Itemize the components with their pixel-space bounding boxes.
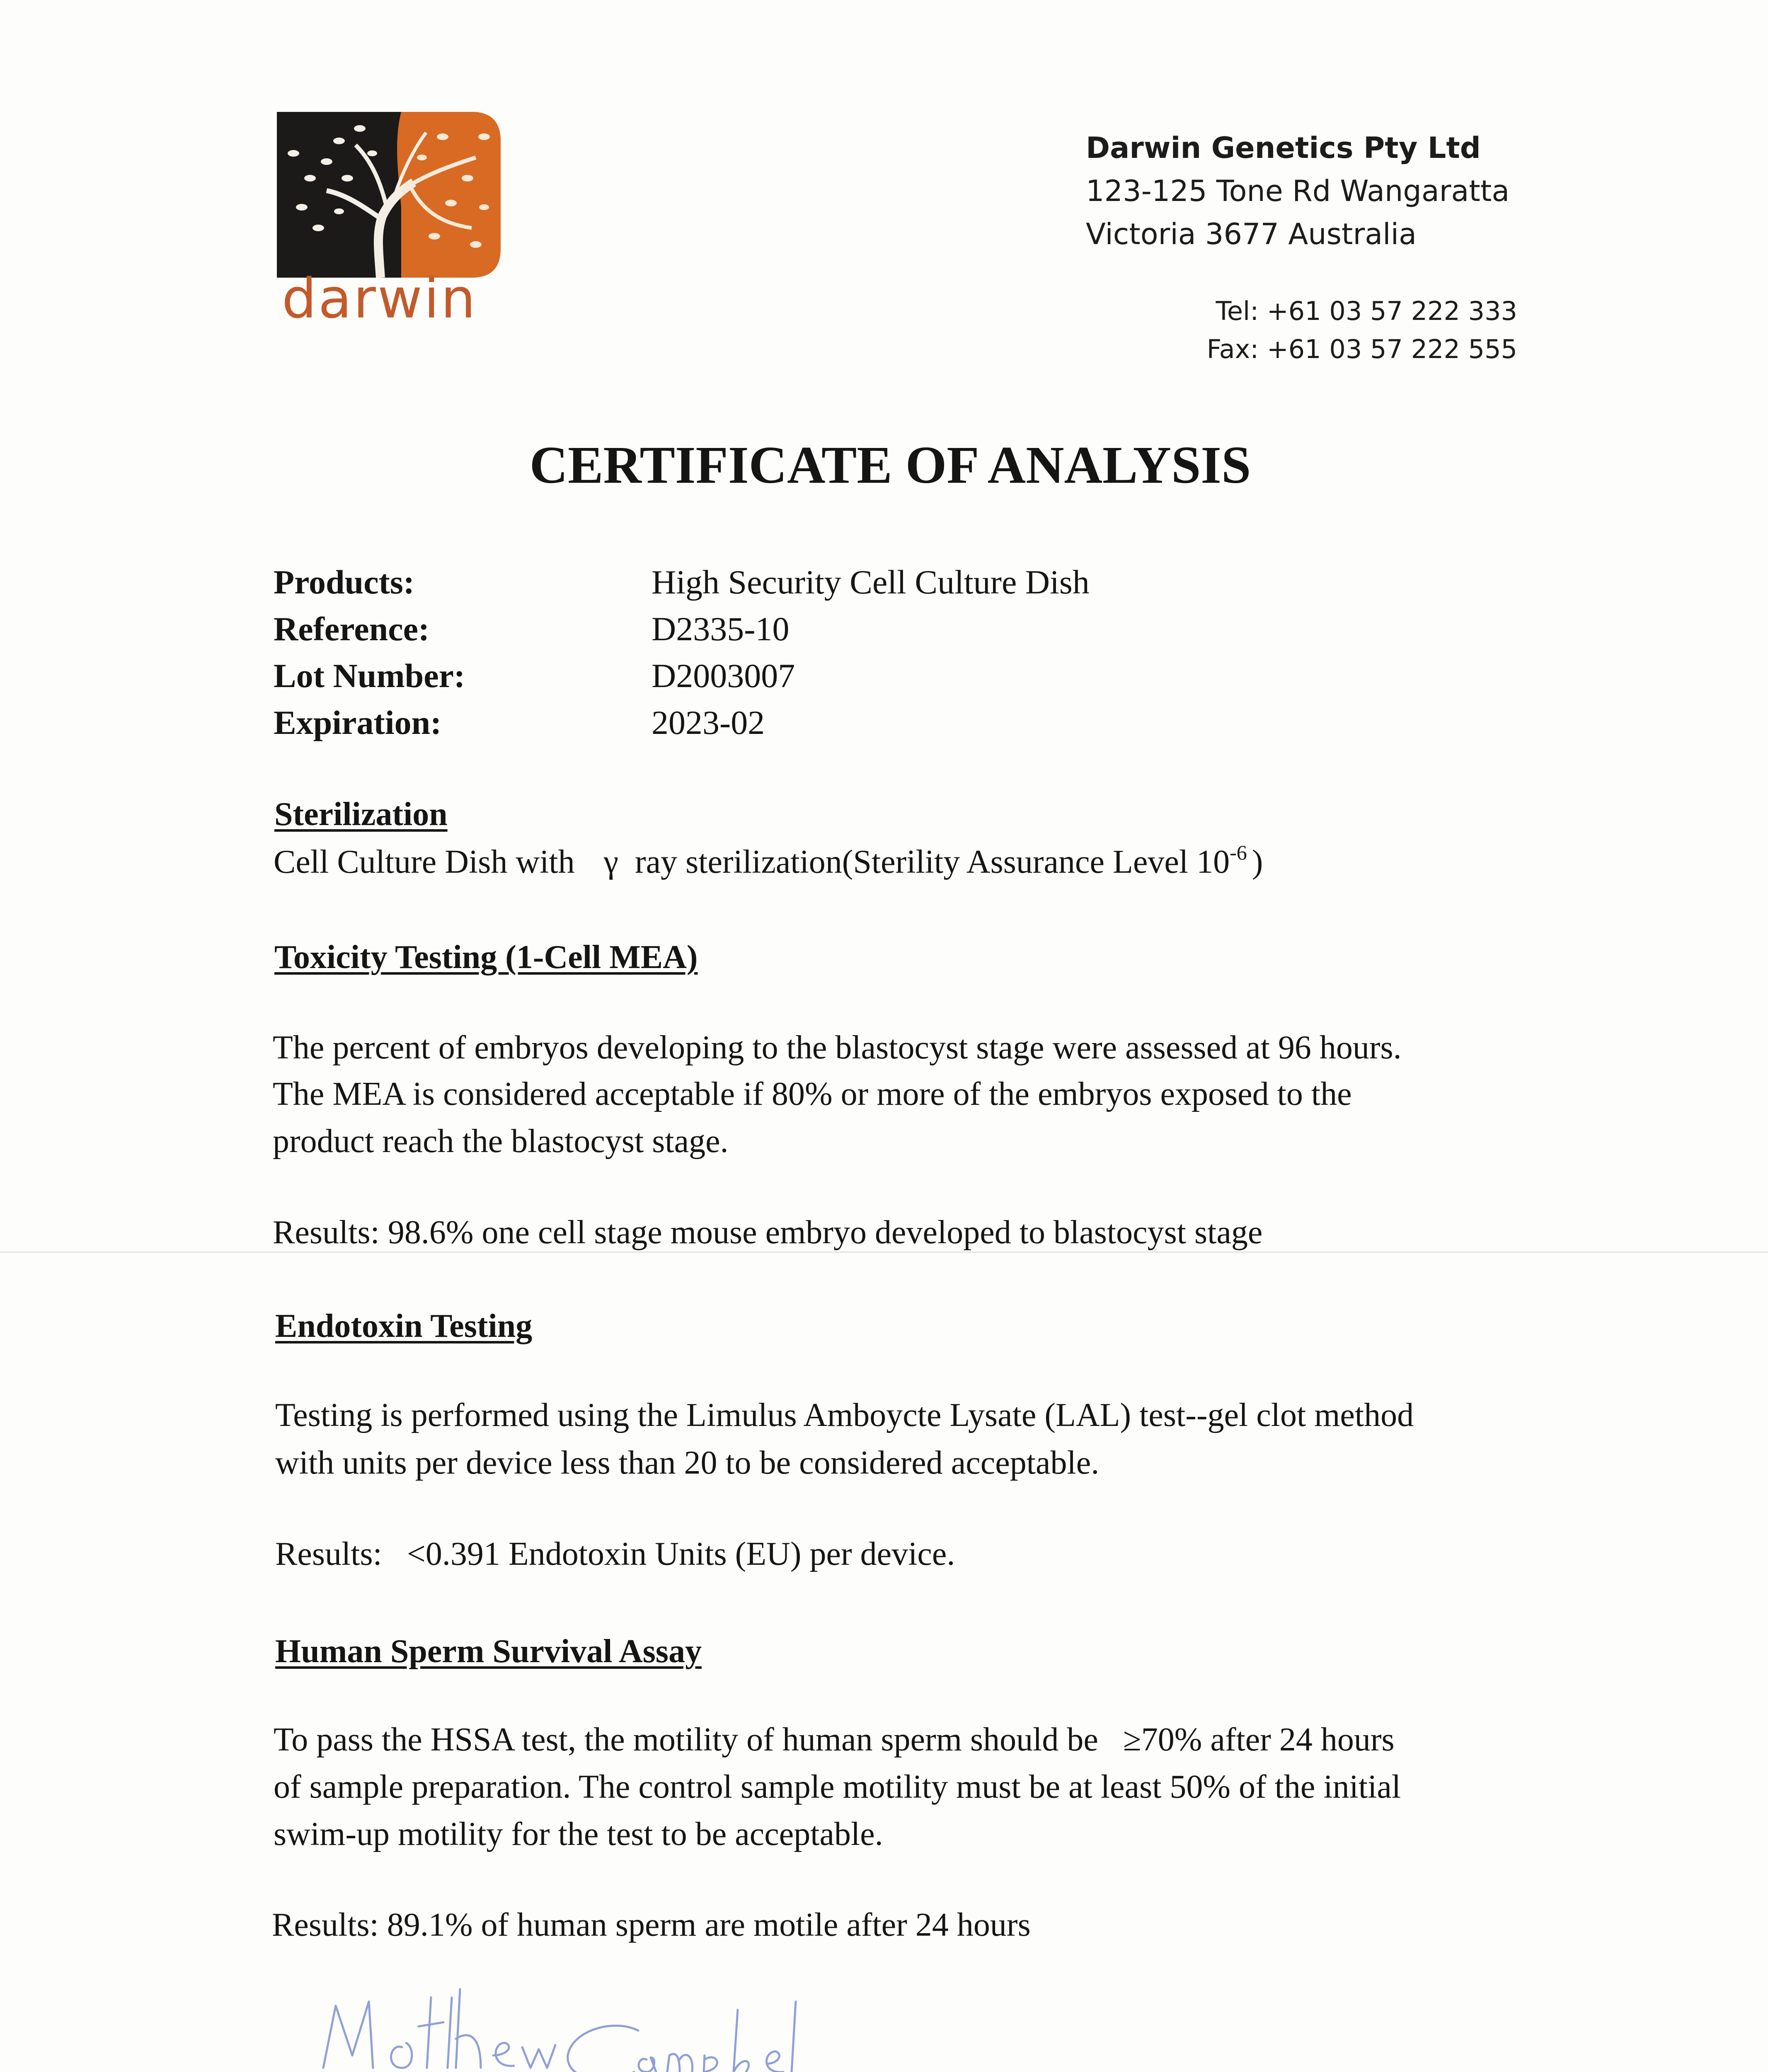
greater-equal-symbol: ≥ [1123, 1721, 1141, 1758]
company-address-line-1: 123-125 Tone Rd Wangaratta [1086, 174, 1510, 208]
detail-label: Lot Number: [274, 657, 465, 695]
detail-label: Expiration: [274, 704, 442, 741]
sterility-exponent: -6 [1230, 841, 1247, 864]
hssa-line-1-after: 70% after 24 hours [1141, 1721, 1395, 1758]
company-address-line-2: Victoria 3677 Australia [1086, 217, 1417, 251]
endotoxin-line-1: Testing is performed using the Limulus Amboycte Lysate (LAL) test--gel clot method [275, 1397, 1414, 1433]
hssa-line-3: swim-up motility for the test to be acceptable. [274, 1816, 883, 1852]
toxicity-result: Results: 98.6% one cell stage mouse embryo developed to blastocyst stage [273, 1214, 1263, 1251]
hssa-line-2: of sample preparation. The control sample motility must be at least 50% of the initial [274, 1769, 1401, 1805]
sterilization-heading: Sterilization [274, 796, 448, 833]
company-tel: Tel: +61 03 57 222 333 [1216, 296, 1517, 326]
detail-value: D2003007 [651, 657, 795, 695]
company-name: Darwin Genetics Pty Ltd [1086, 131, 1481, 165]
company-fax: Fax: +61 03 57 222 555 [1206, 334, 1517, 364]
endotoxin-result-value: <0.391 Endotoxin Units (EU) per device. [407, 1536, 955, 1572]
detail-label: Products: [274, 563, 415, 601]
endotoxin-result [275, 1537, 955, 1571]
toxicity-heading: Toxicity Testing (1-Cell MEA) [274, 939, 698, 975]
detail-value: High Security Cell Culture Dish [651, 563, 1090, 601]
detail-value: D2335-10 [651, 610, 790, 648]
hssa-result: Results: 89.1% of human sperm are motile after 24 hours [272, 1907, 1031, 1943]
endotoxin-line-2: with units per device less than 20 to be considered acceptable. [275, 1445, 1100, 1481]
company-info [1086, 126, 1509, 256]
sterilization-text [274, 841, 1263, 880]
page-title: CERTIFICATE OF ANALYSIS [529, 436, 1251, 494]
endotoxin-result-label: Results: [275, 1536, 382, 1572]
tree-logo-icon [277, 112, 501, 278]
sterilization-closing: ) [1252, 844, 1263, 880]
endotoxin-heading: Endotoxin Testing [275, 1308, 533, 1344]
sterilization-text-after: ray sterilization(Sterility Assurance Level 10 [635, 844, 1230, 880]
sterilization-text-before: Cell Culture Dish with [274, 844, 575, 880]
gamma-symbol: γ [603, 844, 618, 880]
hssa-heading: Human Sperm Survival Assay [275, 1633, 702, 1670]
toxicity-line-2: The MEA is considered acceptable if 80% or more of the embryos exposed to the [273, 1076, 1352, 1112]
logo-wordmark: darwin [282, 267, 477, 331]
signature-image [307, 1973, 845, 2072]
toxicity-line-1: The percent of embryos developing to the blastocyst stage were assessed at 96 hours. [273, 1029, 1402, 1066]
hssa-line-1-before: To pass the HSSA test, the motility of human sperm should be [274, 1721, 1098, 1758]
company-contact [1207, 292, 1517, 368]
detail-label: Reference: [274, 610, 430, 648]
detail-value: 2023-02 [651, 704, 765, 741]
company-logo [277, 112, 501, 340]
hssa-line-1 [274, 1723, 1395, 1756]
paper-fold-line [0, 1251, 1768, 1253]
toxicity-line-3: product reach the blastocyst stage. [273, 1123, 729, 1159]
